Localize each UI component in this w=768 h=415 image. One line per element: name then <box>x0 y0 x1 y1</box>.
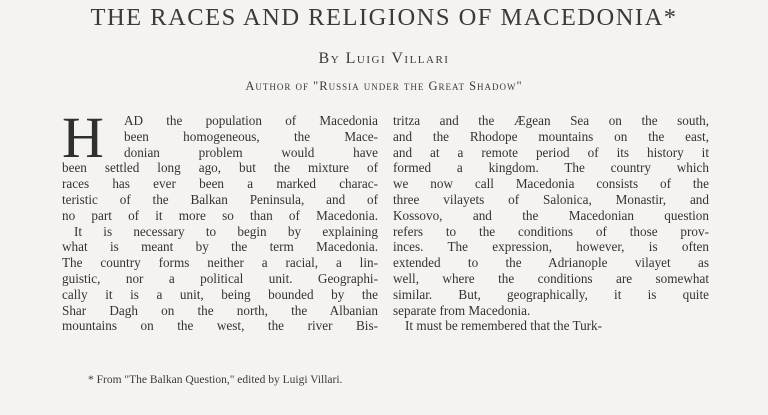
footnote: * From "The Balkan Question," edited by Luigi Villari. <box>88 374 343 386</box>
text-line: inces. The expression, however, is often <box>393 239 709 255</box>
text-line: and the Rhodope mountains on the east, <box>393 128 709 144</box>
text-line: we now call Macedonia consists of the <box>393 176 709 192</box>
text-line: extended to the Adrianople vilayet as <box>393 255 709 271</box>
text-line: It must be remembered that the Turk- <box>405 318 603 334</box>
column-left <box>62 105 378 334</box>
text-line: races has ever been a marked charac- <box>62 176 378 192</box>
text-line: AD the population of Macedonia <box>124 113 378 128</box>
text-line: no part of it more so than of Macedonia. <box>62 207 378 223</box>
byline: By Luigi Villari <box>318 50 450 67</box>
text-line: mountains on the west, the river Bis- <box>62 318 378 334</box>
text-line: similar. But, geographically, it is quite <box>393 286 709 302</box>
text-line: refers to the conditions of those prov- <box>393 223 709 239</box>
text-line: well, where the conditions are somewhat <box>393 270 709 286</box>
author-note: Author of "Russia under the Great Shadow" <box>245 79 523 93</box>
text-line: been homogeneous, the Mace- <box>124 128 378 144</box>
text-line: been settled long ago, but the mixture of <box>62 160 378 176</box>
text-line: donian problem would have <box>124 144 378 160</box>
text-line: Shar Dagh on the north, the Albanian <box>62 302 378 318</box>
text-line: The country forms neither a racial, a lin- <box>62 255 378 271</box>
text-line: formed a kingdom. The country which <box>393 160 709 176</box>
text-line: It is necessary to begin by explaining <box>74 223 378 239</box>
text-line: Kossovo, and the Macedonian question <box>393 207 709 223</box>
text-line: tritza and the Ægean Sea on the south, <box>393 113 709 128</box>
drop-cap: H <box>62 105 104 170</box>
column-right <box>393 113 709 334</box>
text-line: teristic of the Balkan Peninsula, and of <box>62 191 378 207</box>
article-title: THE RACES AND RELIGIONS OF MACEDONIA* <box>90 4 678 31</box>
text-line: and at a remote period of its history it <box>393 144 709 160</box>
text-line: cally it is a unit, being bounded by the <box>62 286 378 302</box>
text-line: guistic, nor a political unit. Geographi- <box>62 270 378 286</box>
text-line: three vilayets of Salonica, Monastir, and <box>393 191 709 207</box>
text-line: what is meant by the term Macedonia. <box>62 239 378 255</box>
text-line: separate from Macedonia. <box>393 302 531 318</box>
